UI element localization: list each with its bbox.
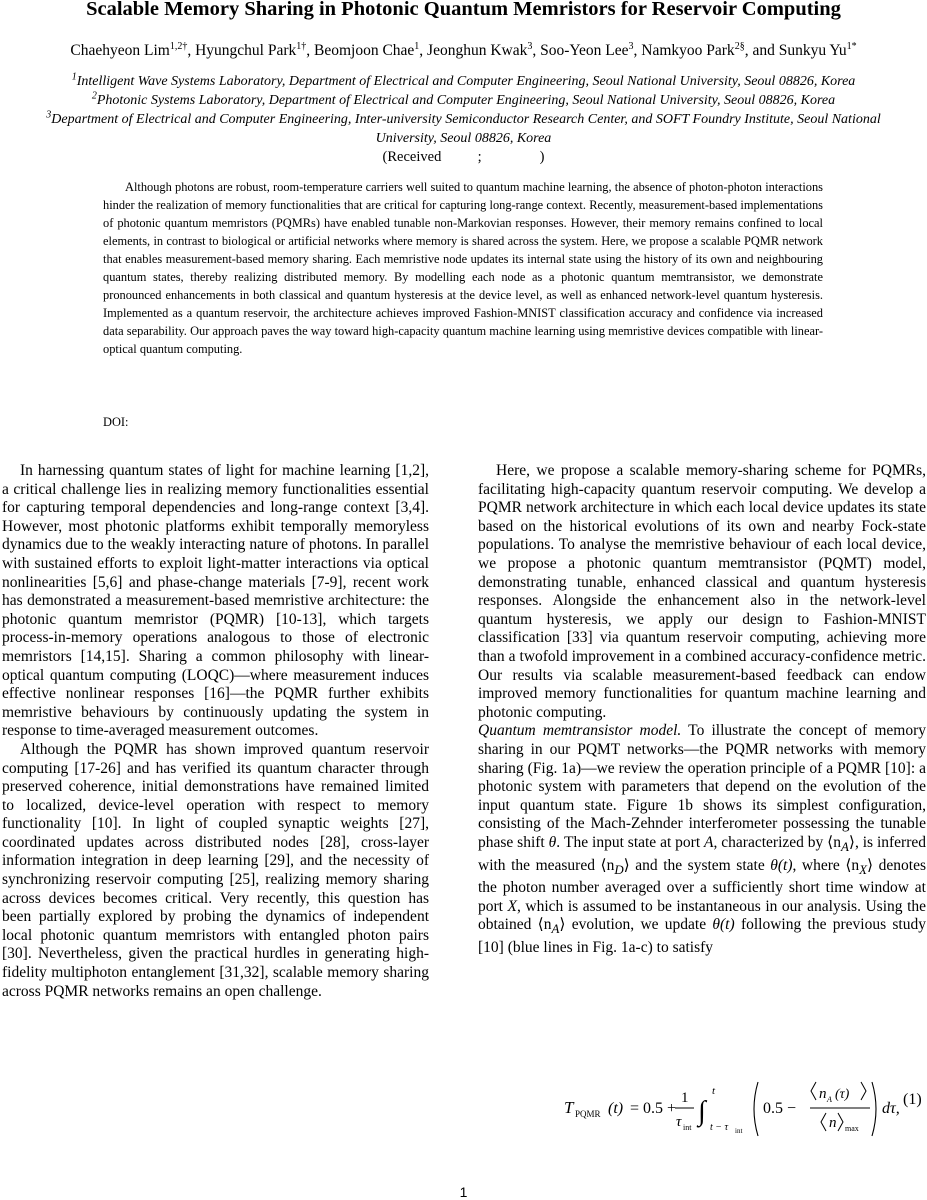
- eq-paren-left: [754, 1082, 758, 1136]
- author-affiliation-mark: 1,2†: [169, 40, 188, 52]
- eq-lhs-sub: PQMR: [575, 1109, 601, 1119]
- author-name: Soo-Yeon Lee: [540, 42, 629, 59]
- author-name: Beomjoon Chae: [313, 42, 415, 59]
- eq-lhs-arg: (t): [608, 1100, 624, 1117]
- author-affiliation-mark: 2§: [734, 40, 745, 52]
- page-number: 1: [459, 1184, 468, 1200]
- eq-frac-den-sub: int: [683, 1123, 692, 1132]
- author-name: Namkyoo Park: [641, 42, 735, 59]
- eq-lhs: T: [564, 1098, 574, 1117]
- eq-angle-left-top: [811, 1082, 816, 1100]
- equation-1: [560, 1068, 926, 1140]
- eq-frac-num: 1: [681, 1090, 689, 1106]
- author-list: Chaehyeon Lim$^{1,2\dagger}$, Hyungchul Park$^{1\dagger}$, Beomjoon Chae$^1$, Jeonghun Kwak$^3$, Soo-Yeon Lee$^3$, Namkyoo Park$^{2\S}$, and Sunkyu $Yu^{1*}$: [70, 40, 857, 59]
- author-name: Chaehyeon Lim: [70, 42, 170, 59]
- model-paragraph: Quantum memtransistor model. To illustrate the concept of memory sharing in our PQMT networks—the PQMR networks with memory sharing (Fig. 1a)—we review the operation principle of a PQMR [10]: a photonic system with parameters that depend on the evolution of the input quantum state. Figure 1b shows its simplest configuration, consisting of the Mach-Zehnder interferometer possessing the tunable phase shift θ. The input state at port A, characterized by $⟨n_A⟩$, is inferred with the measured $⟨n_D⟩$ and the system state θ(t), where $⟨n_X⟩$ denotes the photon number averaged over a sufficiently short time window at port X, which is assumed to be instantaneous in our analysis. Using the obtained $⟨n_A⟩$ evolution, we update θ(t) following the previous study [10] (blue lines in Fig. 1a-c) to satisfy: [478, 722, 927, 957]
- eq-paren-right: [872, 1082, 876, 1136]
- eq-int-upper: t: [712, 1085, 716, 1097]
- author-affiliation-mark: 1†: [296, 40, 307, 52]
- paper-title: Scalable Memory Sharing in Photonic Quantum Memristors for Reservoir Computing: [86, 0, 841, 20]
- affiliation-1: $^1$Intelligent Wave Systems Laboratory, Department of Electrical and Computer Engineering, Seoul National University, Seoul 08826, Korea: [71, 71, 856, 89]
- equation-svg: [560, 1068, 926, 1140]
- affiliation-3: $^3$Department of Electrical and Computer Engineering, Inter-university Semiconductor Research Center, and SOFT Foundry Institute, Seoul National University, Seoul 08826, Korea: [46, 109, 881, 146]
- eq-num-sub: A: [827, 1095, 832, 1104]
- eq-number: (1): [903, 1091, 922, 1108]
- eq-inner-const: 0.5 −: [763, 1100, 797, 1117]
- author-name: Jeonghun Kwak: [427, 42, 528, 59]
- eq-tail: dτ,: [882, 1100, 900, 1117]
- affiliation-2: $^2$Photonic Systems Laboratory, Department of Electrical and Computer Engineering, Seoul National University, Seoul 08826, Korea: [91, 90, 836, 108]
- author-affiliation-mark: 3: [628, 40, 634, 52]
- author-affiliation-mark: 1*: [846, 40, 857, 52]
- eq-num-arg: (τ): [835, 1087, 850, 1102]
- eq-int-lower-sub: int: [735, 1127, 743, 1135]
- eq-den-sub: max: [845, 1124, 859, 1133]
- eq-equals: = 0.5 +: [630, 1100, 677, 1117]
- author-name: Hyungchul Park: [195, 42, 297, 59]
- right-column: [478, 462, 926, 958]
- author-affiliation-mark: 3: [527, 40, 533, 52]
- eq-frac-den: τ: [676, 1114, 682, 1130]
- eq-int-lower: t − τ: [710, 1122, 729, 1133]
- abstract: Although photons are robust, room-temperature carriers well suited to quantum machine learning, the absence of photon-photon interactions hinder the realization of memory functionalities that are critical for capturing long-range context. Recently, measurement-based implementations of photonic quantum memristors (PQMRs) have enabled tunable non-Markovian responses. However, their memory remains confined to local elements, in contrast to biological or artificial networks where memory is shared across the system. Here, we propose a scalable PQMR network that enables measurement-based memory sharing. Each memristive node updates its internal state using the history of its own and neighbouring quantum states, thereby realizing distributed memory. By modelling each node as a photonic quantum memtransistor, we demonstrate pronounced enhancements in both classical and quantum hysteresis at the device level, as well as enhanced network-level quantum hysteresis. Implemented as a quantum reservoir, the architecture achieves improved Fashion-MNIST classification accuracy and confidence via increased data separability. Our approach paves the way toward high-capacity quantum machine learning using memristive devices compatible with linear-optical quantum computing.: [103, 180, 823, 357]
- intro-paragraph-2: Although the PQMR has shown improved quantum reservoir computing [17-26] and has verified its quantum character through preserved coherence, initial demonstrations have remained limited to localized, device-level operation with respect to memory functionality [10]. In light of coupled synaptic weights [27], coordinated updates across distributed nodes [28], cross-layer information integration in deep learning [29], and the necessity of synchronizing reservoir computing [25], realizing memory sharing across devices becomes critical. Very recently, this question has been partially explored by probing the dynamics of independent local photonic quantum memristors with entangled photon pairs [30]. Nevertheless, given the practical hurdles in generating high-fidelity multiphoton entanglement [31,32], scalable memory sharing across PQMR networks remains an open challenge.: [2, 740, 429, 1000]
- eq-angle-right-bottom: [838, 1113, 843, 1131]
- eq-num: n: [819, 1086, 827, 1102]
- intro-paragraph-1: In harnessing quantum states of light for machine learning [1,2], a critical challenge lies in realizing memory functionalities essential for capturing temporal dependencies and long-range context [3,4]. However, most photonic platforms exhibit temporally memoryless dynamics due to the weakly interacting nature of photons. In parallel with sustained efforts to exploit light-matter interactions via optical nonlinearities [5,6] and phase-change materials [7-9], recent work has demonstrated a measurement-based memristive architecture: the photonic quantum memristor (PQMR) [10-13], which targets process-in-memory operations analogous to those of electronic memristors [14,15]. Sharing a common philosophy with linear-optical quantum computing (LOQC)—where measurement induces effective nonlinear responses [16]—the PQMR further exhibits memristive behaviours by continuously updating the system in response to time-averaged measurement outcomes.: [2, 462, 429, 740]
- left-column: [2, 462, 429, 1001]
- received-line: (Received ; ): [382, 149, 545, 165]
- author-affiliation-mark: 1: [414, 40, 420, 52]
- eq-angle-right-top: [861, 1082, 866, 1100]
- eq-angle-left-bottom: [821, 1113, 826, 1131]
- eq-integral: ∫: [698, 1096, 706, 1127]
- proposal-paragraph: Here, we propose a scalable memory-sharing scheme for PQMRs, facilitating high-capacity quantum reservoir computing. We develop a PQMR network architecture in which each local device updates its state based on the historical evolutions of its own and nearby Fock-state populations. To analyse the memristive behaviour of each local device, we propose a photonic quantum memtransistor (PQMT) model, demonstrating tunable, enhanced classical and quantum hysteresis responses. Alongside the enhancement also in the network-level quantum hysteresis, we apply our design to Fashion-MNIST classification [33] via quantum reservoir computing, achieving more than a twofold improvement in a combined accuracy-confidence metric. Our results via scalable measurement-based feedback can endow improved memory functionalities for quantum machine learning and photonic computing.: [478, 462, 926, 721]
- eq-den: n: [829, 1115, 837, 1131]
- section-heading: Quantum memtransistor model.: [478, 722, 682, 740]
- doi-label: DOI:: [103, 415, 129, 429]
- author-name: Sunkyu Yu: [778, 42, 847, 59]
